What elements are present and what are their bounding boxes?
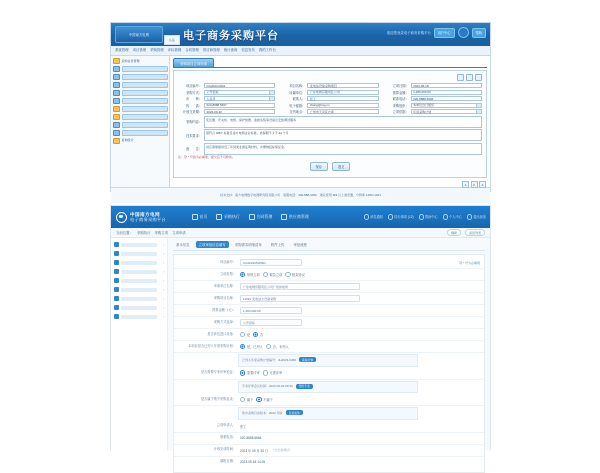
nav-label: 合同管理 xyxy=(256,214,273,219)
help-button[interactable]: 帮助 xyxy=(472,28,486,38)
form-row-annual-plan xyxy=(174,341,484,353)
sidebar-item[interactable] xyxy=(113,74,168,81)
page-button[interactable]: 2 xyxy=(471,181,478,188)
radio-label: 是，已列入 xyxy=(246,344,263,349)
home-icon xyxy=(192,214,198,220)
field-label: 采购方式选择： xyxy=(213,319,236,324)
review-hint: 专家评审会议时间：2023-06-02 09:30 xyxy=(242,384,293,388)
radio-icon xyxy=(240,344,245,349)
award-icon xyxy=(114,287,119,292)
sidebar-item-evaluation[interactable] xyxy=(111,276,167,285)
radio-catalog-out[interactable] xyxy=(256,397,272,402)
nav-item-contract[interactable] xyxy=(249,214,273,220)
new-sidebar[interactable] xyxy=(111,238,168,451)
field-label: 立项申请人： xyxy=(216,423,236,428)
sidebar-item[interactable] xyxy=(113,98,168,105)
radio-icon xyxy=(240,272,245,277)
legacy-footer: 技术支持：南方电网数字电网研究院有限公司 客服电话：400-888-0000 建议使用 IE9 以上浏览器，分辨率 1280×1024 xyxy=(111,187,490,203)
logout-button[interactable] xyxy=(467,214,486,219)
sidebar-item-docs[interactable] xyxy=(111,258,167,267)
chevron-right-icon: › xyxy=(162,278,164,283)
contract-icon xyxy=(114,296,119,301)
tab-project-apply[interactable]: 采购项目立项申请 xyxy=(173,58,214,67)
field-label: 预算金额（元）： xyxy=(212,307,236,312)
new-platform-screenshot xyxy=(110,205,491,464)
brand-line1: 中国南方电网 xyxy=(130,211,160,217)
folder-icon xyxy=(113,58,120,64)
field-label: 电子邮箱： xyxy=(289,103,306,108)
plan-icon xyxy=(114,242,119,247)
nav-label: 采购执行 xyxy=(223,214,240,219)
radio-icon xyxy=(285,272,290,277)
menu-item[interactable]: 项目管理 xyxy=(132,47,147,52)
maximize-button[interactable] xyxy=(466,74,473,81)
menu-item[interactable]: 我的工作台 xyxy=(258,47,276,52)
radio-label: 框架协议 xyxy=(292,272,305,277)
breadcrumb-bar xyxy=(111,228,490,238)
folder-icon xyxy=(113,90,120,96)
field-label: 所属单位： xyxy=(289,90,306,95)
form-field xyxy=(178,96,275,101)
purchase-content-textarea[interactable]: 变压器、开关柜、电缆、保护装置、监控系统等设备及安装调试服务 xyxy=(204,116,482,128)
nav-label: 首页 xyxy=(199,214,208,219)
field-label: 立项日期： xyxy=(392,84,409,88)
chevron-right-icon: › xyxy=(162,305,164,310)
page-title: 电子商务采购平台 xyxy=(183,29,279,42)
plan-hint: 已列入年度采购计划编号：JH2023-0456 xyxy=(242,357,297,362)
form-row-project-code xyxy=(174,257,484,269)
bid-icon xyxy=(114,269,119,274)
nav-item-purchase[interactable] xyxy=(216,214,240,220)
brand-text xyxy=(130,212,166,223)
menu-item[interactable]: 合同管理 xyxy=(185,47,199,52)
help-button[interactable] xyxy=(419,214,438,219)
legacy-header-actions xyxy=(387,27,486,38)
form-row-budget xyxy=(174,305,484,317)
radio-label: 无需评审 xyxy=(269,371,283,376)
sidebar-item-bar xyxy=(122,66,169,73)
utility-label: 退出登录 xyxy=(473,215,486,220)
radio-label: 常规立项 xyxy=(246,272,260,277)
sidebar-item[interactable] xyxy=(113,58,168,64)
legacy-menubar[interactable] xyxy=(111,46,490,56)
logout-icon xyxy=(467,214,472,219)
submit-button[interactable]: 提交 xyxy=(332,162,350,171)
delivery-place-input[interactable]: 广州市天河区仓库 xyxy=(307,109,378,114)
form-field xyxy=(178,116,482,128)
radio-catalog-in[interactable] xyxy=(240,397,253,402)
avatar-icon xyxy=(443,214,448,219)
main-content xyxy=(168,238,490,464)
folder-icon xyxy=(113,138,120,144)
field-label: 采购方式： xyxy=(186,90,202,95)
legacy-form xyxy=(178,83,482,155)
radio-icon xyxy=(240,370,245,375)
form-field xyxy=(385,90,482,95)
field-label: 传 真： xyxy=(186,103,202,108)
back-to-list-button[interactable]: 返回列表 xyxy=(465,229,485,236)
form-row-project-type xyxy=(174,269,484,281)
sidebar-item-bar xyxy=(122,130,169,137)
page-button[interactable]: 1 xyxy=(462,181,469,188)
user-center-button[interactable]: 用户中心 xyxy=(434,28,455,38)
page-button[interactable]: 3 xyxy=(479,181,486,188)
complete-date-note: （含安装调试） xyxy=(271,448,293,452)
sidebar-item-label xyxy=(121,288,157,292)
chevron-right-icon: › xyxy=(162,251,164,256)
contact-input[interactable]: 张工 xyxy=(307,96,378,101)
expert-review-detail xyxy=(238,381,418,394)
sidebar-item-label xyxy=(121,315,157,319)
breadcrumb-item[interactable]: 采购立项 xyxy=(154,231,169,235)
project-name-input[interactable]: 变电站设备采购项目 xyxy=(307,83,378,88)
content-tabs[interactable] xyxy=(173,241,485,251)
field-label: 采购组织： xyxy=(392,103,409,108)
phone-input[interactable]: 020-8888 6666 xyxy=(411,96,482,101)
project-code-input[interactable]: CG20230518001 xyxy=(240,259,302,266)
form-field xyxy=(178,103,275,108)
project-code-input[interactable]: CG2023-0001 xyxy=(204,83,275,88)
form-field xyxy=(281,83,378,88)
field-label: 计划交货期： xyxy=(182,110,202,114)
tab-basic-info[interactable]: 基本信息 xyxy=(176,243,190,247)
star-icon xyxy=(114,305,119,310)
cart-icon xyxy=(216,214,222,220)
chevron-right-icon: › xyxy=(162,269,164,274)
field-label: 立项类型： xyxy=(220,271,236,276)
radio-review-not-needed[interactable] xyxy=(263,370,283,375)
radio-label: 不属于 xyxy=(263,397,273,402)
folder-icon xyxy=(113,82,120,88)
submit-date-value: 2023-05-18 14:26 xyxy=(240,460,266,464)
field-label: 是否涉及进口设备： xyxy=(207,331,236,336)
menu-item[interactable]: 采购管理 xyxy=(150,47,164,52)
radio-regular[interactable] xyxy=(240,272,260,277)
form-field xyxy=(178,143,482,155)
folder-icon xyxy=(113,130,120,136)
utility-label: 消息通知 xyxy=(370,215,383,220)
tab-requirement-list[interactable]: 采购需求明细清单 xyxy=(234,243,262,247)
field-label: 填报日期： xyxy=(220,459,236,464)
folder-icon xyxy=(113,122,120,128)
folder-icon xyxy=(113,66,120,72)
sidebar-item[interactable] xyxy=(113,122,168,129)
sidebar-item-label xyxy=(121,279,157,283)
profile-button[interactable] xyxy=(443,214,462,219)
sidebar-item-label xyxy=(121,306,157,310)
legacy-tabs[interactable] xyxy=(173,58,487,68)
close-button[interactable] xyxy=(475,74,482,81)
brand-logo-icon xyxy=(116,212,127,223)
nav-item-supplier[interactable] xyxy=(281,214,309,220)
chevron-right-icon: › xyxy=(162,260,164,265)
doc-icon xyxy=(114,260,119,265)
main-nav[interactable] xyxy=(192,214,309,220)
field-label: 联系电话： xyxy=(392,97,409,101)
sidebar-item-label xyxy=(121,252,157,256)
phone-value: 020-8888 6666 xyxy=(240,436,262,440)
sidebar-item-bar xyxy=(122,106,169,113)
menu-item[interactable]: 统计查询 xyxy=(223,47,238,52)
form-row-phone xyxy=(174,433,484,445)
folder-icon xyxy=(113,98,120,104)
budget-input[interactable]: 1,280,000.00 xyxy=(411,90,482,95)
form-field xyxy=(281,90,378,95)
radio-icon xyxy=(256,397,261,402)
breadcrumb-prefix: 当前位置： xyxy=(116,231,133,235)
sidebar-item[interactable] xyxy=(113,106,168,113)
menu-item[interactable]: 信息发布 xyxy=(241,47,255,52)
utility-label: 个人中心 xyxy=(449,215,462,220)
sidebar-item-label xyxy=(121,243,157,247)
radio-import-no[interactable] xyxy=(253,332,263,337)
field-label: 项目编号： xyxy=(186,84,202,88)
folder-icon xyxy=(113,106,120,112)
form-row-applicant-org xyxy=(174,281,484,293)
project-name-input[interactable]: 110kV 变电站主设备采购 xyxy=(240,295,360,302)
header-utility-nav[interactable] xyxy=(364,214,486,219)
required-note: 注：带 * 号的为必填项，提交后不可修改。 xyxy=(178,154,235,159)
basis-select[interactable]: 年度采购计划 xyxy=(411,109,482,114)
sidebar-item-bar xyxy=(122,74,169,81)
radio-icon xyxy=(263,370,268,375)
form-field xyxy=(178,109,275,114)
radio-icon xyxy=(266,344,271,349)
field-label: 联系人： xyxy=(292,97,306,101)
approval-form xyxy=(173,254,485,473)
sidebar-item[interactable] xyxy=(113,66,168,73)
chevron-right-icon: › xyxy=(162,296,164,301)
sidebar-item-contract[interactable] xyxy=(111,294,167,303)
radio-icon xyxy=(240,397,245,402)
form-field xyxy=(281,109,378,114)
radio-label: 否，未列入 xyxy=(272,344,289,349)
sidebar-item-project[interactable] xyxy=(111,249,167,258)
field-label: 备 注： xyxy=(186,147,202,151)
chevron-right-icon: › xyxy=(162,287,164,292)
radio-icon xyxy=(240,332,245,337)
legacy-platform-screenshot xyxy=(110,22,491,197)
field-label: 本项目是否已列入年度采购计划： xyxy=(188,343,236,348)
radio-review-needed[interactable] xyxy=(240,370,260,375)
sidebar-item-bar xyxy=(122,82,169,89)
field-label: 申请单位名称： xyxy=(213,283,236,288)
complete-date-value: 2023 年 09 月 30 日 xyxy=(240,448,269,453)
start-date-input[interactable]: 2023-05-18 xyxy=(411,83,482,88)
task-icon xyxy=(388,214,393,219)
logo-line1: 中国南方电网 xyxy=(128,33,150,37)
sidebar-item-bar xyxy=(122,98,169,105)
email-input[interactable]: zhang@csg.cn xyxy=(307,103,378,108)
message-icon[interactable] xyxy=(458,27,469,38)
sidebar-item[interactable] xyxy=(113,90,168,97)
tab-attachments[interactable]: 附件上传 xyxy=(270,243,285,247)
nav-item-home[interactable] xyxy=(192,214,208,220)
radio-label: 否 xyxy=(259,332,264,337)
logo xyxy=(115,26,163,43)
minimize-button[interactable] xyxy=(457,74,464,81)
utility-label: 待办事项 (12) xyxy=(394,215,414,220)
radio-label: 需要评审 xyxy=(246,371,260,376)
purchase-method-select[interactable]: 公开招标 xyxy=(240,319,302,326)
refresh-button[interactable]: 刷新 xyxy=(447,229,461,236)
user-icon xyxy=(281,214,287,220)
radio-label: 紧急立项 xyxy=(269,272,283,277)
form-row-submit-date xyxy=(174,457,484,468)
required-hint: 带 * 号为必填项 xyxy=(459,260,480,265)
radio-icon xyxy=(263,272,268,277)
form-field xyxy=(281,103,378,108)
window-controls[interactable] xyxy=(178,74,482,81)
sidebar-item-reports[interactable] xyxy=(111,312,167,321)
sidebar-item-award[interactable] xyxy=(111,285,167,294)
sidebar-item-label xyxy=(121,297,157,301)
applicant-value: 张工 xyxy=(240,424,247,429)
tab-approval-info[interactable]: 立项审批信息填写 xyxy=(196,241,229,248)
remark-textarea[interactable]: 供应商须提供近三年同类业绩证明材料，并缴纳投标保证金。 xyxy=(204,143,482,155)
folder-icon xyxy=(113,74,120,80)
bell-icon xyxy=(364,214,369,219)
sidebar-item-bidding[interactable] xyxy=(111,267,167,276)
field-label: 是否属于集中采购目录： xyxy=(200,396,236,401)
organizer-select[interactable]: 本单位自行组织 xyxy=(411,103,482,108)
form-row-purchase-method xyxy=(174,317,484,329)
form-field xyxy=(385,83,482,88)
budget-input[interactable]: 1,280,000.00 xyxy=(240,307,302,314)
new-header xyxy=(111,206,490,228)
sidebar-item-plan[interactable] xyxy=(111,240,167,249)
form-field xyxy=(281,96,378,101)
sidebar-item-label xyxy=(121,270,157,274)
purchase-method-select[interactable]: 公开招标 xyxy=(204,90,275,95)
field-label: 采购内容： xyxy=(186,120,202,124)
field-label: 联系电话： xyxy=(220,435,236,440)
form-row-project-name xyxy=(174,293,484,305)
menu-item[interactable]: 评标管理 xyxy=(167,47,182,52)
sidebar-item[interactable] xyxy=(113,130,168,137)
field-label: 交货地点： xyxy=(289,110,306,114)
sidebar-item-query[interactable] xyxy=(113,138,168,144)
form-field xyxy=(178,83,275,88)
field-label: 采购项目名称： xyxy=(213,295,236,300)
notifications-button[interactable] xyxy=(364,214,383,219)
legacy-form-panel xyxy=(173,70,487,178)
field-label: 项目名称： xyxy=(289,84,306,88)
form-field xyxy=(385,109,482,114)
delivery-date-input[interactable]: 2023-09-30 xyxy=(204,109,275,114)
help-icon xyxy=(419,214,424,219)
sidebar-item-bar xyxy=(122,90,169,97)
form-row-expert-review xyxy=(174,368,484,380)
radio-label: 是 xyxy=(246,332,251,337)
field-label: 预算金额： xyxy=(392,90,409,95)
todo-button[interactable] xyxy=(388,214,414,219)
field-label: 是否需要专家评审论证： xyxy=(200,370,236,375)
radio-framework[interactable] xyxy=(285,272,305,277)
field-label: 项目编号： xyxy=(220,259,236,264)
applicant-org-input[interactable]: 广东电网有限责任公司广州供电局 xyxy=(240,283,360,290)
field-label: 立项依据： xyxy=(392,110,409,114)
radio-icon xyxy=(253,332,258,337)
form-field xyxy=(385,96,482,101)
radio-plan-excluded[interactable] xyxy=(266,344,289,349)
breadcrumb-item: 立项申请 xyxy=(172,231,186,235)
annual-plan-detail xyxy=(238,354,418,367)
radio-plan-included[interactable] xyxy=(240,344,263,349)
form-row-central-catalog xyxy=(174,394,484,406)
form-row-complete-date xyxy=(174,445,484,457)
seal-badge: 认证 xyxy=(164,35,180,45)
breadcrumb-item[interactable]: 采购执行 xyxy=(136,231,151,235)
sidebar-item-bar xyxy=(122,122,169,129)
form-row-import-equipment xyxy=(174,329,484,341)
pagination[interactable] xyxy=(462,181,486,188)
folder-icon xyxy=(113,114,120,120)
legacy-form-buttons[interactable] xyxy=(178,162,482,171)
catalog-detail xyxy=(238,407,418,420)
sidebar-item-bar xyxy=(122,114,169,121)
legacy-header xyxy=(111,23,490,46)
field-label: 币 种： xyxy=(186,97,202,101)
sidebar-item[interactable] xyxy=(113,114,168,121)
catalog-query-button[interactable]: 目录查询 xyxy=(286,410,303,415)
save-button[interactable]: 保存 xyxy=(310,162,328,171)
sidebar-item-evaluation-supplier[interactable] xyxy=(111,303,167,312)
menu-item[interactable]: 供应商管理 xyxy=(202,47,220,52)
org-input[interactable]: 广东电网有限责任公司 xyxy=(307,90,378,95)
tab-approval-flow[interactable]: 审批流程 xyxy=(293,243,307,247)
welcome-text: 欢迎您登录电子商务采购平台 xyxy=(386,31,431,35)
sidebar-item-label xyxy=(121,261,157,265)
form-row-applicant xyxy=(174,421,484,433)
menu-item[interactable]: 系统管理 xyxy=(115,47,129,52)
chevron-right-icon: › xyxy=(162,242,164,247)
sidebar-item-label: 采购业务管理 xyxy=(121,58,140,63)
catalog-hint: 集中采购目录版本：2023 年版 xyxy=(242,410,283,415)
doc-icon xyxy=(249,214,255,220)
tech-requirement-textarea[interactable]: 须符合 GB/T 标准及南方电网企业标准，质保期不少于 24 个月 xyxy=(204,129,482,141)
field-label: 计划完成时间： xyxy=(213,447,236,452)
legacy-sidebar[interactable] xyxy=(111,56,170,187)
chevron-right-icon: › xyxy=(162,314,164,319)
form-field xyxy=(178,90,275,95)
book-expert-button[interactable]: 预约专家 xyxy=(296,384,313,389)
currency-select[interactable]: 人民币 xyxy=(204,96,275,101)
radio-import-yes[interactable] xyxy=(240,332,250,337)
brand-line2: 电子商务采购平台 xyxy=(130,217,166,223)
fax-input[interactable]: 020-8888 6667 xyxy=(204,103,275,108)
form-field xyxy=(385,103,482,108)
nav-label: 供应商管理 xyxy=(288,214,309,219)
view-plan-button[interactable]: 查看计划 xyxy=(299,357,316,362)
sidebar-item-label: 查询统计 xyxy=(121,138,134,142)
project-icon xyxy=(114,251,119,256)
form-field xyxy=(178,129,482,141)
chart-icon xyxy=(114,314,119,319)
radio-label: 属于 xyxy=(246,397,254,402)
utility-label: 帮助中心 xyxy=(424,215,438,220)
sidebar-item[interactable] xyxy=(113,82,168,89)
radio-urgent[interactable] xyxy=(263,272,283,277)
evaluate-icon xyxy=(114,278,119,283)
field-label: 技术要求： xyxy=(186,133,202,138)
